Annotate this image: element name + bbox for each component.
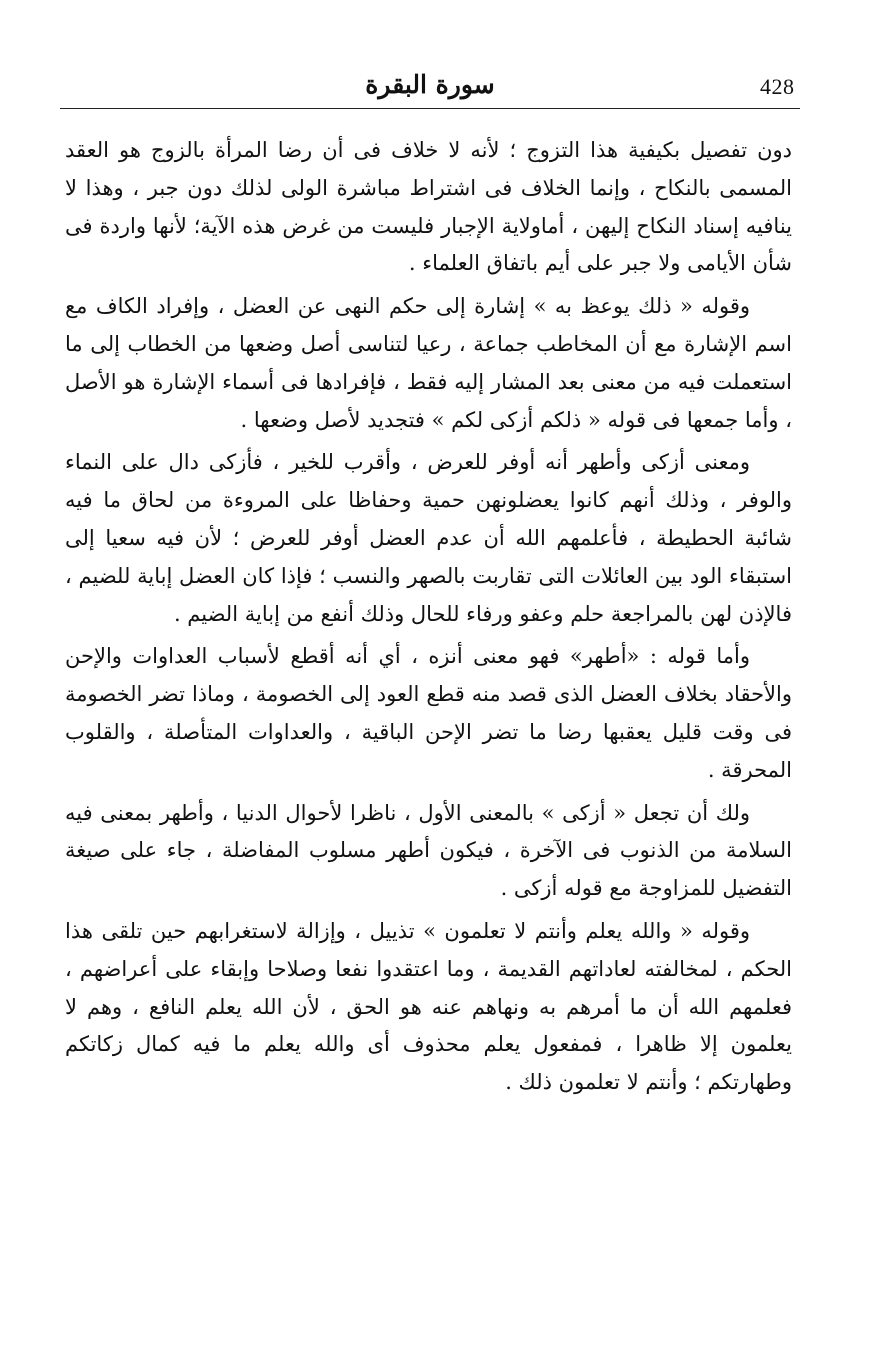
paragraph: ومعنى أزكى وأطهر أنه أوفر للعرض ، وأقرب للخير ، فأزكى دال على النماء والوفر ، وذلك أنهم كانوا يعضلونهن حمية وحفاظا على المروءة من لحاق ما فيه شائبة الحطيطة ، فأعلمهم الله أن عدم العضل أوفر للعرض ؛ لأن فيه سعيا إلى استبقاء الود بين العائلات التى تقاربت بالصهر والنسب ؛ فإذا كان العضل إباية للضيم ، فالإذن لهن بالمراجعة حلم وعفو ورفاء للحال وذلك أنفع من إباية الضيم .	[65, 450, 792, 626]
paragraph: وقوله « والله يعلم وأنتم لا تعلمون » تذييل ، وإزالة لاستغرابهم حين تلقى هذا الحكم ، لمخالفته لعاداتهم القديمة ، وما اعتقدوا نفعا وصلاحا وإبقاء على أعراضهم ، فعلمهم الله أن ما أمرهم به ونهاهم عنه هو الحق ، لأن الله يعلم النافع ، وهم لا يعلمون إلا ظاهرا ، فمفعول يعلم محذوف أى والله يعلم ما فيه كمال زكاتكم وطهارتكم ؛ وأنتم لا تعلمون ذلك .	[65, 918, 792, 1095]
surah-title: سورة البقرة	[365, 70, 495, 99]
page-number: 428	[760, 74, 795, 99]
paragraph: دون تفصيل بكيفية هذا التزوج ؛ لأنه لا خلاف فى أن رضا المرأة بالزوج هو العقد المسمى بالنكاح ، وإنما الخلاف فى اشتراط مباشرة الولى لذلك دون جبر ، وهذا لا ينافيه إسناد النكاح إليهن ، أماولاية الإجبار فليست من غرض هذه الآية؛ لأنها واردة فى شأن الأيامى ولا جبر على أيم باتفاق العلماء .	[65, 138, 792, 276]
page-header	[60, 58, 800, 110]
paragraph: وقوله « ذلك يوعظ به » إشارة إلى حكم النهى عن العضل ، وإفراد الكاف مع اسم الإشارة مع أن المخاطب جماعة ، رعيا لتناسى أصل وضعها من الخطاب إلى ما استعملت فيه من معنى بعد المشار إليه فقط ، فإفرادها فى أسماء الإشارة هو الأصل ، وأما جمعها فى قوله « ذلكم أزكى لكم » فتجديد لأصل وضعها .	[65, 294, 792, 432]
header-divider	[60, 108, 800, 109]
paragraph: ولك أن تجعل « أزكى » بالمعنى الأول ، ناظرا لأحوال الدنيا ، وأطهر بمعنى فيه السلامة من الذنوب فى الآخرة ، فيكون أطهر مسلوب المفاضلة ، جاء على صيغة التفضيل للمزاوجة مع قوله أزكى .	[65, 800, 793, 901]
body-text	[65, 132, 792, 1107]
paragraph: وأما قوله : «أطهر» فهو معنى أنزه ، أي أنه أقطع لأسباب العداوات والإحن والأحقاد بخلاف العضل الذى قصد منه قطع العود إلى الخصومة ، وماذا تضر الخصومة فى وقت قليل يعقبها رضا ما تضر الإحن الباقية ، والعداوات المتأصلة ، والقلوب المحرقة .	[65, 644, 792, 782]
